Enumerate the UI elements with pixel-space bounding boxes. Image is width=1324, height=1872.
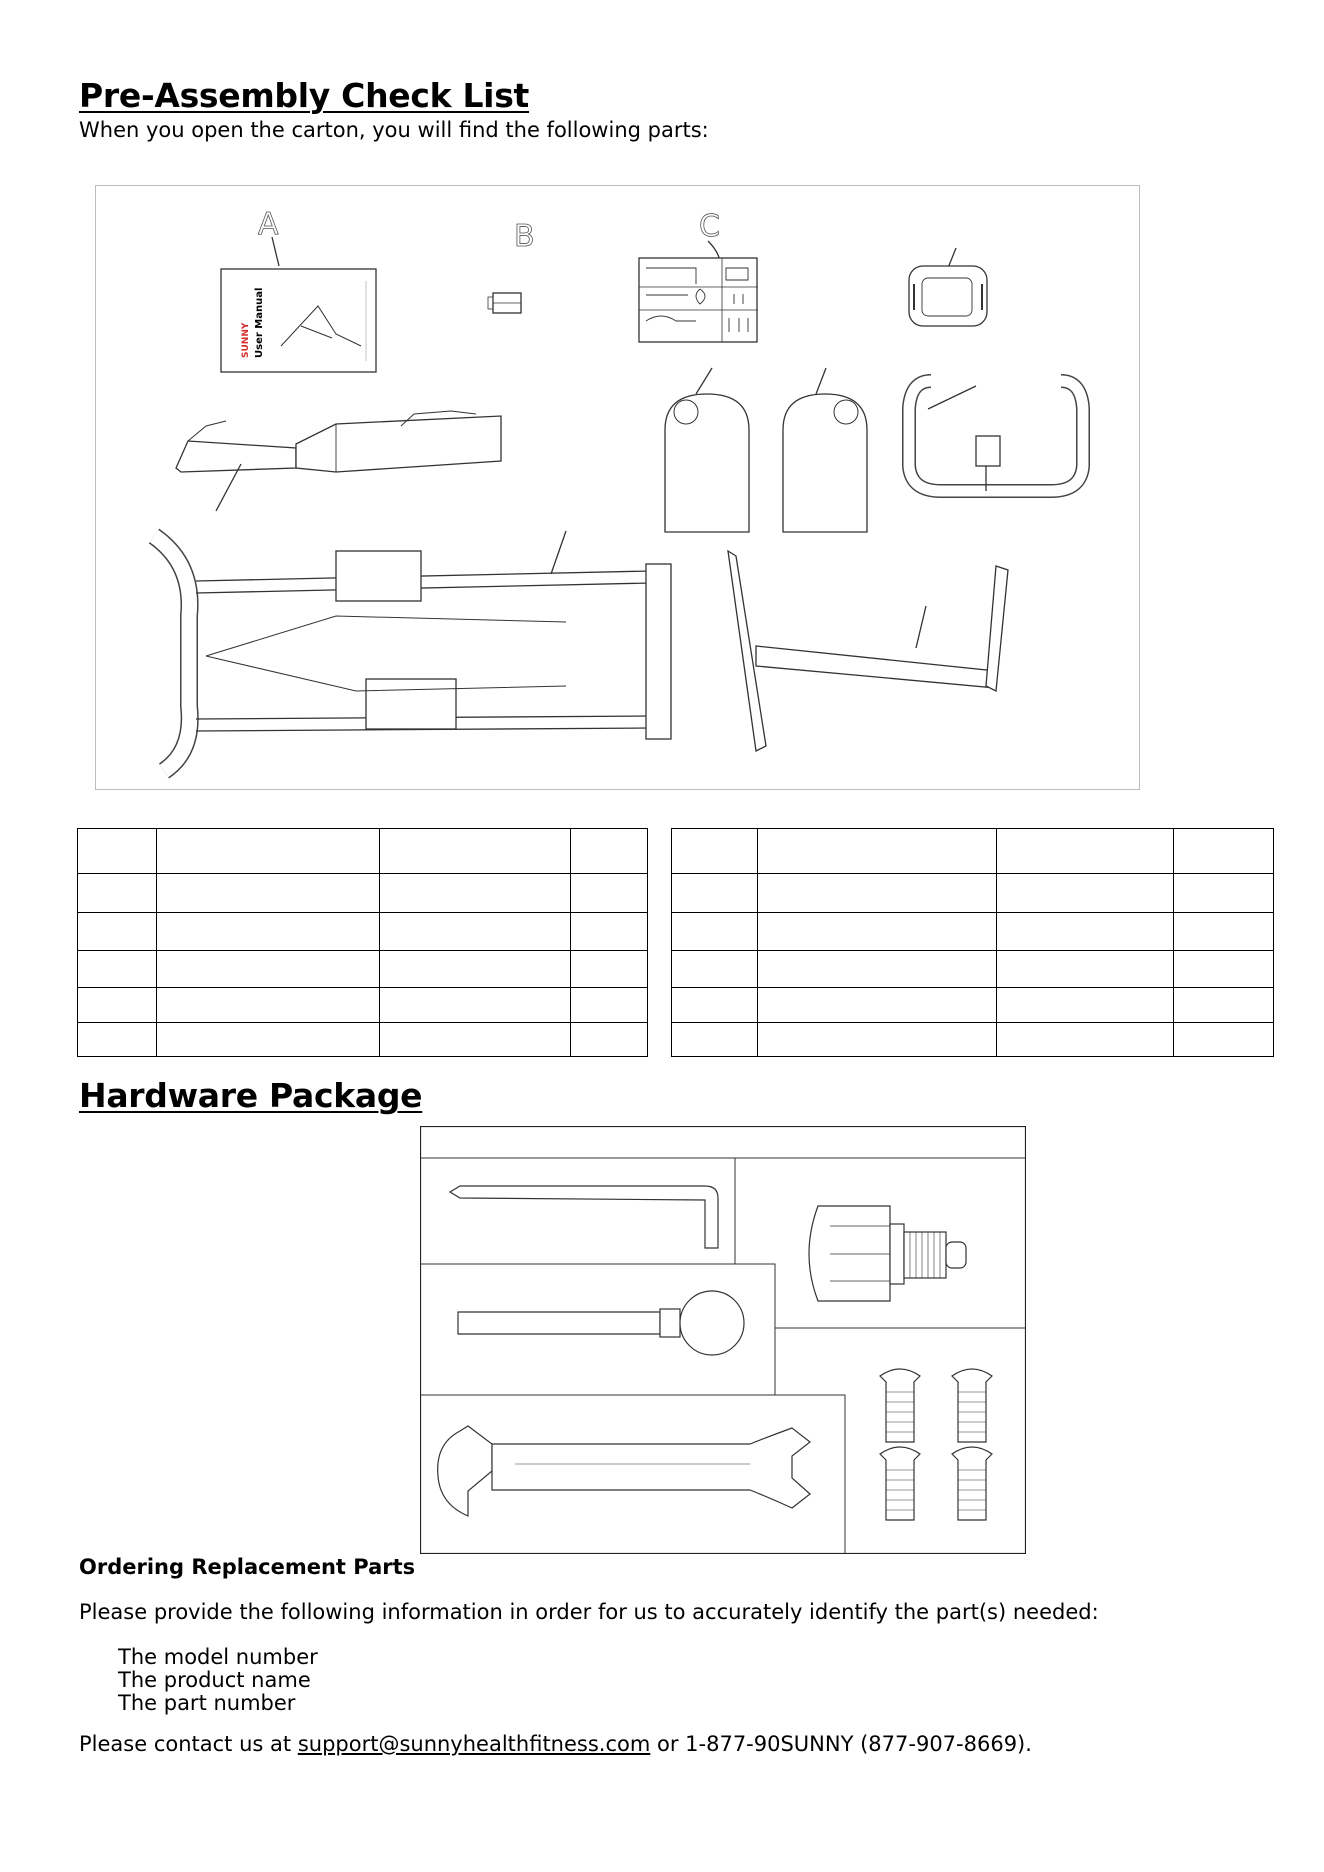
ordering-intro: Please provide the following information in order for us to accurately identify the part(s) needed: (79, 1600, 1099, 1624)
list-item: The part number (118, 1691, 296, 1715)
part-h-handlebar (909, 381, 1083, 491)
part-g-pedal-right (783, 368, 867, 532)
checklist-intro: When you open the carton, you will find the following parts: (79, 118, 709, 142)
bolt-set-icon (880, 1369, 992, 1520)
allen-key-icon (450, 1186, 718, 1248)
part-d-console (909, 266, 987, 326)
list-item: The model number (118, 1645, 318, 1669)
contact-prefix: Please contact us at (79, 1732, 292, 1756)
parts-illustration (95, 185, 1140, 790)
manual-title-text: User Manual (254, 287, 265, 358)
callout-a-label: A (258, 207, 279, 242)
part-i-main-frame (154, 531, 671, 771)
hardware-illustration (420, 1126, 1026, 1554)
contact-line (79, 1732, 1032, 1756)
hardware-title: Hardware Package (79, 1076, 423, 1115)
required-info-list (118, 1646, 318, 1715)
page-title: Pre-Assembly Check List (79, 76, 530, 115)
wrench-icon (438, 1426, 810, 1516)
part-f-pedal-left (665, 368, 749, 532)
callout-b-label: B (514, 219, 535, 254)
contact-suffix: or 1-877-90SUNNY (877-907-8669). (657, 1732, 1032, 1756)
parts-table-right (671, 828, 1274, 1057)
manual-brand-logo: SUNNY (241, 322, 251, 358)
part-c-hardware-tray (639, 258, 758, 342)
parts-table-left (77, 828, 648, 1057)
list-item: The product name (118, 1668, 311, 1692)
ordering-title: Ordering Replacement Parts (79, 1555, 416, 1579)
callout-c-label: C (699, 209, 720, 244)
support-email-link[interactable]: support@sunnyhealthfitness.com (297, 1732, 651, 1756)
part-e-frame-arm (176, 411, 501, 511)
pull-pin-icon (458, 1291, 744, 1355)
part-j-stabilizer (728, 551, 1008, 751)
adjustment-knob-icon (809, 1206, 966, 1301)
